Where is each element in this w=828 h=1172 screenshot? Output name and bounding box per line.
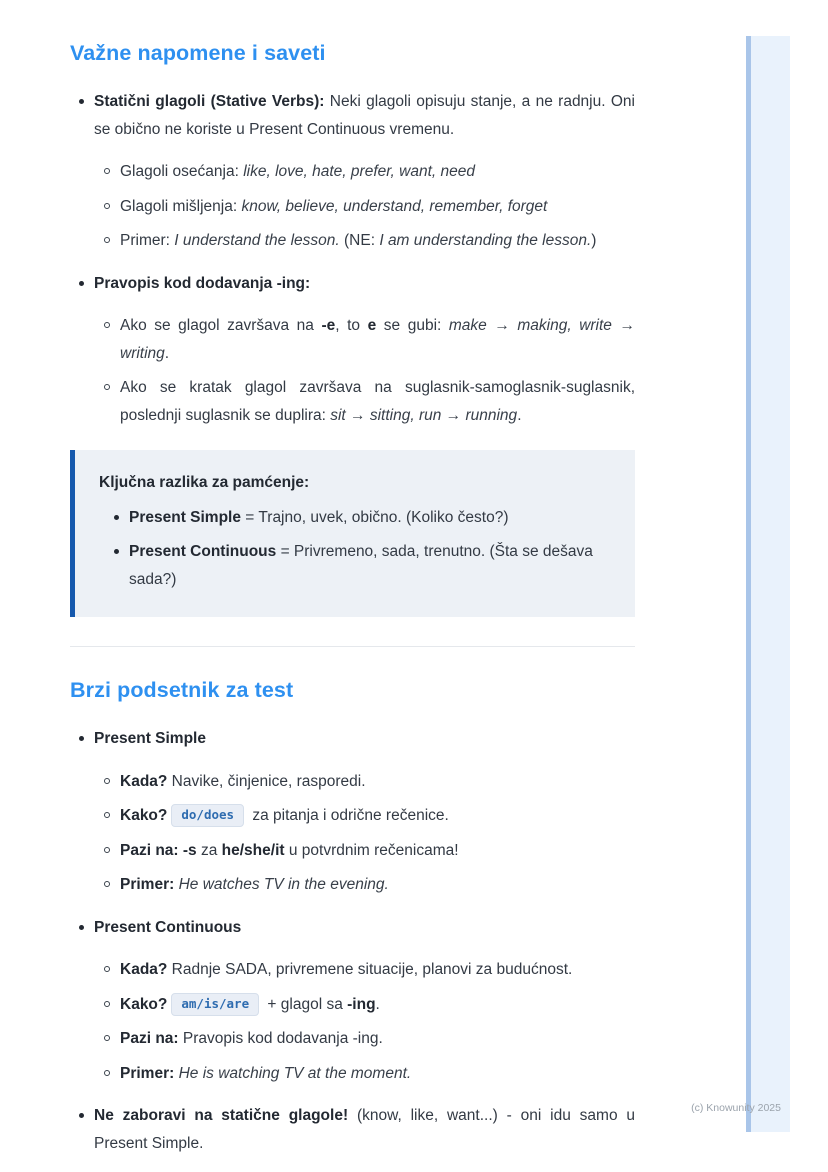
section-title-notes: Važne napomene i saveti [70,41,326,65]
circle-bullet-icon [104,847,110,853]
list-item-present-continuous [70,914,635,1088]
bullet-icon [79,99,84,104]
bullet-icon [114,515,119,520]
list-item-present-simple-rule [99,504,609,532]
example-wrong-sentence: I am understanding the lesson. [379,232,592,249]
how-label: Kako? [120,995,168,1013]
stative-verbs-paragraph [94,88,635,143]
circle-bullet-icon [104,1001,110,1007]
do-does-code-chip: do/does [171,804,244,827]
rule-examples-italic: sit → sitting, run → running [330,406,518,424]
how-dot: . [375,995,380,1013]
present-continuous-sublist [94,956,635,1087]
when-text: Navike, činjenice, rasporedi. [167,772,366,790]
section-title-reminder: Brzi podsetnik za test [70,678,294,702]
stative-verbs-lead-text: Neki glagoli opisuju stanje, a ne radnju. Oni se obično ne koriste u Present Continuous vremenu. [94,93,635,138]
watch-out-text: Pravopis kod dodavanja -ing. [178,1030,383,1047]
list-item-simple-example [94,871,635,899]
key-difference-callout [70,450,635,617]
watch-out-label: Pazi na: [120,1030,179,1047]
circle-bullet-icon [104,322,110,328]
rule-text: Ako se kratak glagol završava na suglasnik-samoglasnik-suglasnik, poslednji suglasnik se duplira: [120,379,635,424]
list-item-simple-how [94,802,635,830]
present-continuous-definition: = Privremeno, sada, trenutno. (Šta se dešava sada?) [129,543,593,588]
rule-bold-e: -e [321,317,336,334]
bullet-icon [79,281,84,286]
rule-examples-italic: make → making, write → writing [120,317,635,362]
circle-bullet-icon [104,1070,110,1076]
ing-bold: -ing [347,995,376,1013]
stative-reminder-paragraph [94,1102,635,1157]
notes-list [70,88,635,429]
watch-out-mid: za [196,841,222,859]
ing-spelling-paragraph [94,270,635,298]
next-page-edge-strip [746,36,790,1132]
rule-bold-e: e [367,317,377,334]
list-item-stative-reminder [70,1102,635,1157]
present-simple-bold: Present Simple [129,508,241,526]
thinking-verbs-list: know, believe, understand, remember, forget [241,197,548,215]
example-label: Primer: [120,1064,175,1082]
present-continuous-bold: Present Continuous [129,543,277,560]
stative-sublist [94,158,635,255]
stative-reminder-bold: Ne zaboravi na statične glagole! [94,1107,349,1124]
copyright-watermark: (c) Knowunity 2025 [691,1102,781,1114]
list-item-feeling-verbs [94,158,635,186]
watch-out-text: u potvrdnim rečenicama! [284,841,459,859]
document-content [70,40,635,1172]
rule-double-consonant-text [120,374,635,429]
list-item-rule-silent-e [94,312,635,367]
example-ne-label: (NE: [339,232,380,249]
section-divider [70,646,635,647]
list-item-stative-verbs [70,88,635,255]
list-item-rule-double-consonant [94,374,635,429]
circle-bullet-icon [104,1035,110,1041]
list-item-ing-spelling [70,270,635,430]
stative-reminder-text: (know, like, want...) - oni idu samo u Present Simple. [94,1107,636,1152]
example-label: Primer: [120,876,175,893]
rule-silent-e-text [120,312,635,367]
list-item-continuous-how [94,991,635,1019]
example-sentence: He is watching TV at the moment. [174,1064,412,1082]
when-text: Radnje SADA, privremene situacije, planovi za budućnost. [167,961,573,978]
when-label: Kada? [120,961,168,978]
callout-title: Ključna razlika za pamćenje: [99,474,310,491]
bullet-icon [79,925,84,930]
list-item-stative-example [94,227,635,255]
circle-bullet-icon [104,168,110,174]
bullet-icon [79,1113,84,1118]
feeling-verbs-label: Glagoli osećanja: [120,163,244,180]
circle-bullet-icon [104,384,110,390]
circle-bullet-icon [104,237,110,243]
present-simple-definition: = Trajno, uvek, obično. (Koliko često?) [241,508,509,526]
am-is-are-code-chip: am/is/are [171,993,259,1016]
circle-bullet-icon [104,881,110,887]
example-close-paren: ) [591,232,597,249]
callout-list [99,504,609,594]
rule-text: . [517,406,522,424]
circle-bullet-icon [104,812,110,818]
how-mid-text: + glagol sa [263,995,348,1013]
present-simple-heading [94,725,635,753]
list-item-present-continuous-rule [99,538,609,593]
example-label: Primer: [120,232,175,249]
thinking-verbs-label: Glagoli mišljenja: [120,197,242,215]
how-label: Kako? [120,807,168,824]
ing-spelling-lead-bold: Pravopis kod dodavanja -ing: [94,274,311,292]
feeling-verbs-list: like, love, hate, prefer, want, need [243,163,475,180]
reminder-list [70,725,635,1157]
stative-verbs-lead-bold: Statični glagoli (Stative Verbs): [94,93,325,110]
spelling-sublist [94,312,635,429]
present-simple-sublist [94,768,635,899]
list-item-simple-when [94,768,635,796]
bullet-icon [114,549,119,554]
list-item-thinking-verbs [94,193,635,221]
present-continuous-heading-bold: Present Continuous [94,918,242,936]
example-correct-sentence: I understand the lesson. [174,232,340,249]
present-simple-heading-bold: Present Simple [94,730,206,747]
rule-text: . [164,344,170,362]
bullet-icon [79,736,84,741]
circle-bullet-icon [104,778,110,784]
list-item-continuous-when [94,956,635,984]
rule-text: , to [335,317,368,334]
list-item-present-simple [70,725,635,899]
he-she-it-bold: he/she/it [221,841,285,859]
rule-text: se gubi: [376,317,449,334]
circle-bullet-icon [104,203,110,209]
list-item-simple-watch-out [94,837,635,865]
when-label: Kada? [120,772,168,790]
present-continuous-heading [94,914,635,942]
how-text: za pitanja i odrične rečenice. [248,807,449,824]
watch-out-label: Pazi na: -s [120,841,197,859]
list-item-continuous-watch-out [94,1025,635,1053]
list-item-continuous-example [94,1060,635,1088]
circle-bullet-icon [104,966,110,972]
example-sentence: He watches TV in the evening. [174,876,389,893]
rule-text: Ako se glagol završava na [120,317,322,334]
